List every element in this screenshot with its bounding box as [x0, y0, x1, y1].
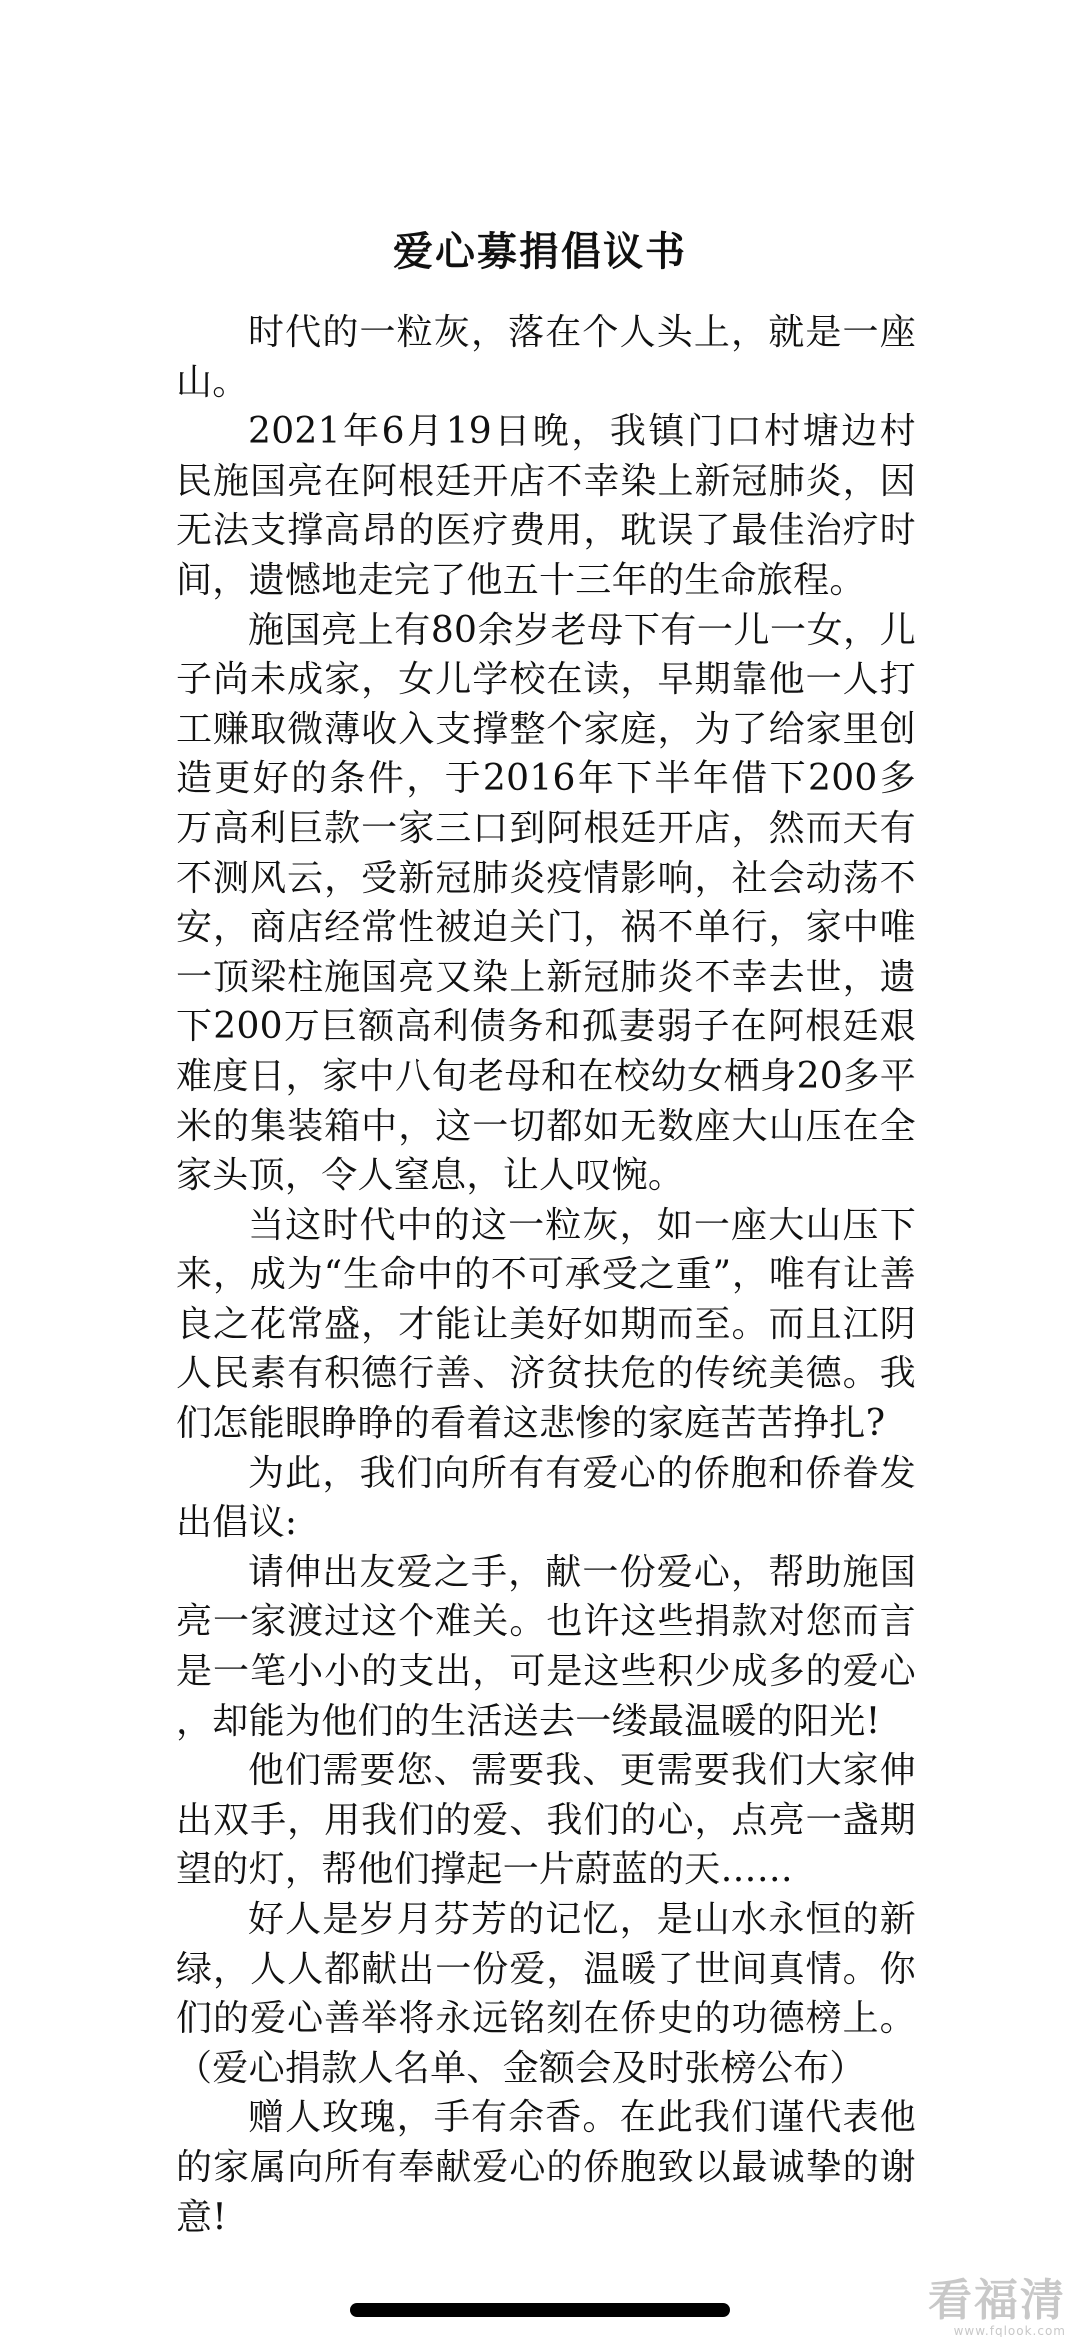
document-title: 爱心募捐倡议书 [393, 229, 687, 275]
paragraph-4: 当这时代中的这一粒灰，如一座大山压下来，成为“生命中的不可承受之重”，唯有让善良之花常盛，才能让美好如期而至。而且江阴人民素有积德行善、济贫扶危的传统美德。我们怎能眼睁睁的看着这悲惨的家庭苦苦挣扎? [176, 1204, 916, 1445]
paragraph-9: 赠人玫瑰，手有余香。在此我们谨代表他的家属向所有奉献爱心的侨胞致以最诚挚的谢意! [176, 2097, 916, 2238]
paragraph-1: 时代的一粒灰，落在个人头上，就是一座山。 [176, 312, 916, 403]
site-watermark [928, 2275, 1066, 2337]
document-body [176, 308, 916, 2242]
paragraph-7: 他们需要您、需要我、更需要我们大家伸出双手，用我们的爱、我们的心，点亮一盏期望的灯，帮他们撑起一片蔚蓝的天…… [176, 1750, 916, 1891]
paragraph-2: 2021年6月19日晚，我镇门口村塘边村民施国亮在阿根廷开店不幸染上新冠肺炎，因无法支撑高昂的医疗费用，耽误了最佳治疗时间，遗憾地走完了他五十三年的生命旅程。 [176, 411, 916, 601]
watermark-text: 看福清 [928, 2275, 1066, 2326]
paragraph-5: 为此，我们向所有有爱心的侨胞和侨眷发出倡议: [176, 1452, 916, 1544]
paragraph-3: 施国亮上有80余岁老母下有一儿一女，儿子尚未成家，女儿学校在读，早期靠他一人打工赚取微薄收入支撑整个家庭，为了给家里创造更好的条件，于2016年下半年借下200多万高利巨款一家三口到阿根廷开店，然而天有不测风云，受新冠肺炎疫情影响，社会动荡不安，商店经常性被迫关门，祸不单行，家中唯一顶梁柱施国亮又染上新冠肺炎不幸去世，遗下200万巨额高利债务和孤妻弱子在阿根廷艰难度日，家中八旬老母和在校幼女栖身20多平米的集装箱中，这一切都如无数座大山压在全家头顶，令人窒息，让人叹惋。 [176, 609, 916, 1197]
paragraph-6: 请伸出友爱之手，献一份爱心，帮助施国亮一家渡过这个难关。也许这些捐款对您而言是一笔小小的支出，可是这些积少成多的爱心，却能为他们的生活送去一缕最温暖的阳光! [176, 1551, 916, 1742]
paragraph-8: 好人是岁月芬芳的记忆，是山水永恒的新绿，人人都献出一份爱，温暖了世间真情。你们的爱心善举将永远铭刻在侨史的功德榜上。（爱心捐款人名单、金额会及时张榜公布） [176, 1899, 916, 2089]
home-indicator[interactable] [350, 2303, 730, 2317]
watermark-url: www.fqlook.com [953, 2324, 1066, 2337]
